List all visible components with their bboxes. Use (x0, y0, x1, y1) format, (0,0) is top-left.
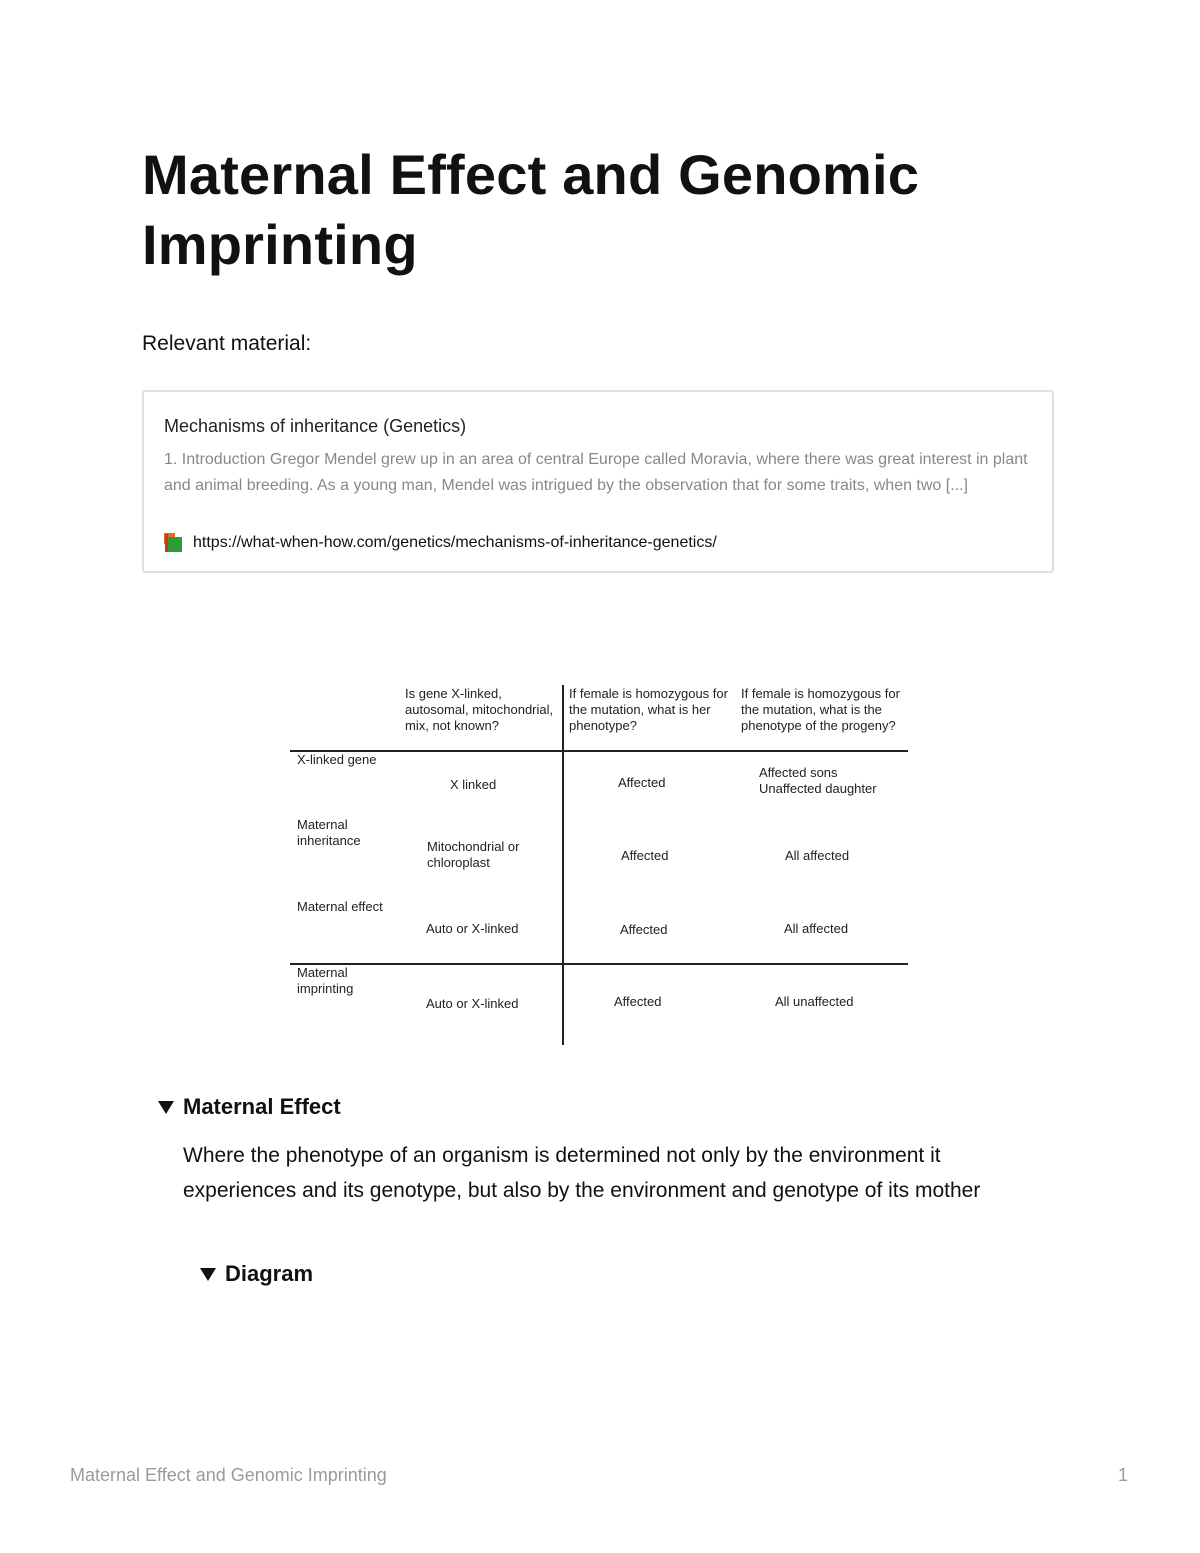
relevant-material-label: Relevant material: (142, 332, 312, 355)
header-progeny-phenotype: If female is homozygous for the mutation, what is the phenotype of the progeny? (741, 686, 900, 733)
bookmark-title[interactable]: Mechanisms of inheritance (Genetics) (164, 416, 467, 436)
toggle-triangle-down-icon[interactable] (158, 1101, 174, 1114)
row-label: Maternal effect (297, 899, 383, 914)
row-progeny-phenotype: All affected (784, 921, 849, 936)
website-favicon-icon (164, 533, 184, 553)
row-female-phenotype: Affected (620, 922, 668, 937)
maternal-effect-definition: Where the phenotype of an organism is determined not only by the environment it experiences and its genotype, but also by the environment and genotype of its mother (183, 1144, 981, 1202)
row-progeny-phenotype-2: Unaffected daughter (759, 781, 877, 796)
row-label: Maternal inheritance (297, 817, 361, 848)
row-gene-type: Mitochondrial or chloroplast (427, 839, 520, 870)
row-progeny-phenotype: All affected (785, 848, 850, 863)
inheritance-table-figure (290, 680, 910, 1050)
row-progeny-phenotype: Affected sons (759, 765, 838, 780)
toggle-triangle-down-icon[interactable] (200, 1268, 216, 1281)
toggle-diagram-label: Diagram (225, 1261, 314, 1286)
row-progeny-phenotype: All unaffected (775, 994, 854, 1009)
bookmark-description: 1. Introduction Gregor Mendel grew up in an area of central Europe called Moravia, where there was great interest in plant and animal breeding. As a young man, Mendel was intrigued by the observation that for some traits, when two [...] (164, 451, 1028, 494)
bookmark-url-link[interactable]: https://what-when-how.com/genetics/mechanisms-of-inheritance-genetics/ (193, 534, 717, 551)
header-gene-type: Is gene X-linked, autosomal, mitochondrial, mix, not known? (405, 686, 554, 733)
row-label: Maternal imprinting (297, 965, 354, 996)
toggle-maternal-effect[interactable] (158, 1093, 341, 1121)
row-gene-type: X linked (450, 777, 497, 792)
header-female-phenotype: If female is homozygous for the mutation, what is her phenotype? (569, 686, 728, 733)
row-gene-type: Auto or X-linked (426, 996, 519, 1011)
footer-page-number: 1 (1118, 1465, 1129, 1485)
toggle-diagram[interactable] (200, 1260, 313, 1288)
row-gene-type: Auto or X-linked (426, 921, 519, 936)
table-row-rule (290, 963, 908, 965)
toggle-maternal-effect-label: Maternal Effect (183, 1094, 341, 1119)
bookmark-link-row[interactable] (164, 532, 717, 554)
row-female-phenotype: Affected (618, 775, 666, 790)
table-vertical-rule (562, 685, 564, 1045)
row-female-phenotype: Affected (614, 994, 662, 1009)
row-label: X-linked gene (297, 752, 377, 767)
footer-document-title: Maternal Effect and Genomic Imprinting (70, 1465, 387, 1485)
page-title: Maternal Effect and Genomic Imprinting (142, 143, 920, 276)
row-female-phenotype: Affected (621, 848, 669, 863)
bookmark-card[interactable] (142, 390, 1054, 573)
